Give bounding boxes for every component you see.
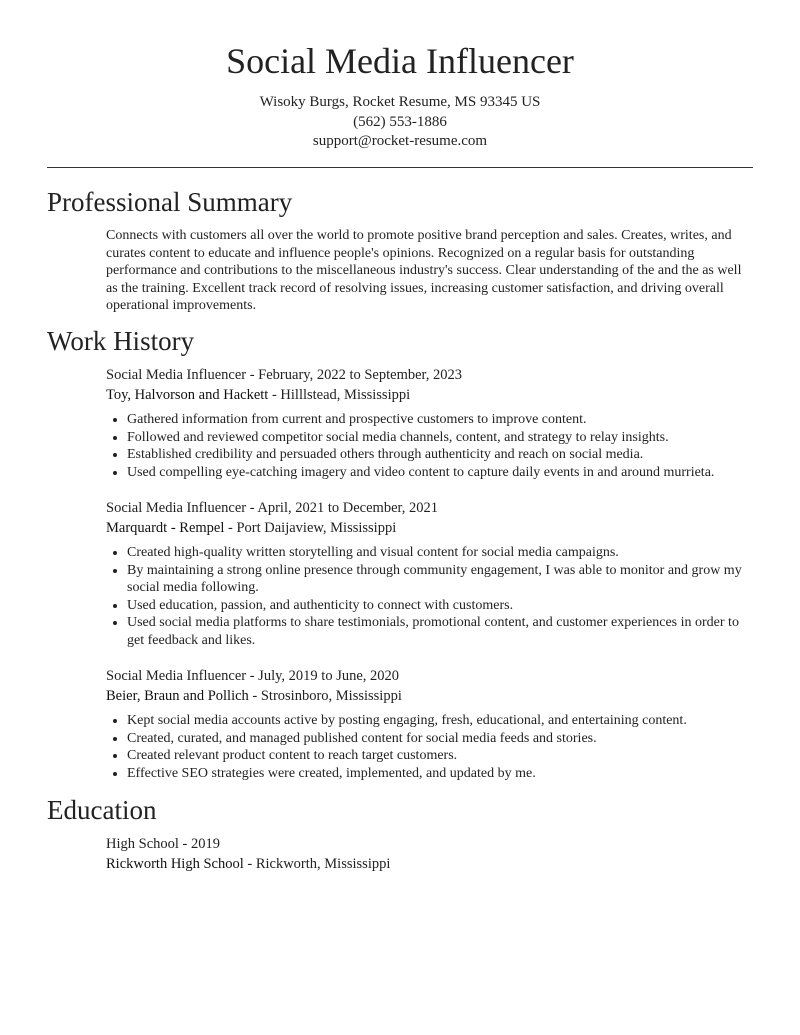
education-entry [106,835,756,874]
section-heading-work: Work History [47,326,195,356]
bullet: • By maintaining a strong online presence through community engagement, I was able to monitor and grow my social media following. [127,562,756,597]
job-title: Social Media Influencer - February, 2022 to September, 2023 [106,367,463,383]
job-location: - Strosinboro, Mississippi [248,687,402,704]
company-name: Toy, Halvorson and Hackett [106,386,269,403]
bullet: • Followed and reviewed competitor social media channels, content, and strategy to relay insights. [127,429,756,447]
divider [47,167,753,168]
bullet: • Gathered information from current and prospective customers to improve content. [127,411,756,429]
bullet: • Created high-quality written storytelling and visual content for social media campaigns. [127,544,756,562]
degree: High School - 2019 [106,836,220,852]
bullet: • Used education, passion, and authenticity to connect with customers. [127,597,756,615]
bullet: • Created relevant product content to reach target customers. [127,747,756,765]
job-location: - Port Daijaview, Mississippi [224,519,397,536]
company-name: Marquardt - Rempel [106,519,225,536]
bullet: • Effective SEO strategies were created, implemented, and updated by me. [127,765,756,783]
job-location: - Hilllstead, Mississippi [268,386,411,403]
job-bullets [106,712,756,782]
job-bullets [106,544,756,650]
company-name: Beier, Braun and Pollich [106,687,249,704]
job-entry [106,667,756,782]
job-entry [106,366,756,481]
bullet: • Established credibility and persuaded others through authenticity and reach on social media. [127,446,756,464]
job-entry [106,499,756,650]
section-heading-education: Education [47,795,157,825]
bullet: • Used compelling eye-catching imagery and video content to capture daily events in and around murrieta. [127,464,756,482]
bullet: • Used social media platforms to share testimonials, promotional content, and customer experiences in order to get feedback and likes. [127,614,756,649]
school-location: - Rickworth, Mississippi [243,855,391,872]
phone: (562) 553-1886 [353,113,447,130]
section-heading-summary: Professional Summary [47,187,293,217]
job-title: Social Media Influencer - April, 2021 to December, 2021 [106,500,439,516]
job-bullets [106,411,756,481]
email: support@rocket-resume.com [312,133,488,149]
resume-name: Social Media Influencer [226,41,574,81]
summary-text: Connects with customers all over the world to promote positive brand perception and sales. Creates, writes, and curates content to educate and influence people's opinions. Recognized on a regular basis for outstanding performance and contributions to the miscellaneous industry's success. Clear understanding of the and the as well as the training. Excellent track record of resolving issues, increasing customer satisfaction, and driving overall operational improvements. [106,228,742,314]
bullet: • Kept social media accounts active by posting engaging, fresh, educational, and entertaining content. [127,712,756,730]
contact-info [0,93,800,152]
address: Wisoky Burgs, Rocket Resume, MS 93345 US [259,94,541,110]
bullet: • Created, curated, and managed published content for social media feeds and stories. [127,730,756,748]
school-name: Rickworth High School [106,855,244,872]
job-title: Social Media Influencer - July, 2019 to June, 2020 [106,668,400,684]
